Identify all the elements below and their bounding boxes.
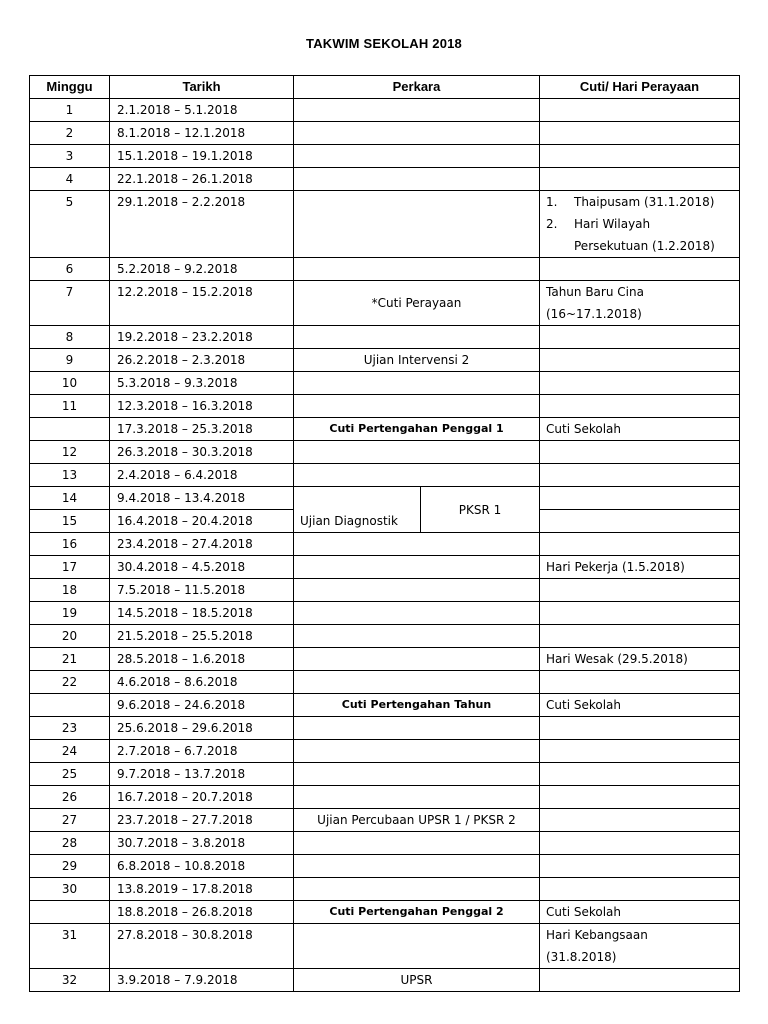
date-cell: 30.4.2018 – 4.5.2018 — [110, 556, 294, 579]
week-cell: 5 — [30, 191, 110, 258]
date-cell: 28.5.2018 – 1.6.2018 — [110, 648, 294, 671]
cuti-list-item — [546, 235, 739, 257]
cuti-cell — [540, 969, 740, 992]
week-cell: 10 — [30, 372, 110, 395]
week-cell — [30, 418, 110, 441]
table-row — [30, 168, 740, 191]
perkara-cell — [294, 878, 540, 901]
table-row — [30, 901, 740, 924]
cuti-cell — [540, 395, 740, 418]
perkara-cell — [294, 625, 540, 648]
week-cell: 27 — [30, 809, 110, 832]
date-cell: 13.8.2019 – 17.8.2018 — [110, 878, 294, 901]
week-cell: 31 — [30, 924, 110, 969]
date-cell: 15.1.2018 – 19.1.2018 — [110, 145, 294, 168]
cuti-cell — [540, 191, 740, 258]
table-row — [30, 924, 740, 969]
list-text: Hari Wilayah — [574, 217, 651, 231]
date-cell: 9.4.2018 – 13.4.2018 — [110, 487, 294, 510]
date-cell: 27.8.2018 – 30.8.2018 — [110, 924, 294, 969]
cuti-list-item — [546, 213, 739, 235]
date-cell: 22.1.2018 – 26.1.2018 — [110, 168, 294, 191]
week-cell: 12 — [30, 441, 110, 464]
perkara-cell — [294, 122, 540, 145]
cuti-cell — [540, 326, 740, 349]
document-title: TAKWIM SEKOLAH 2018 — [306, 36, 462, 51]
table-row — [30, 809, 740, 832]
cuti-cell — [540, 763, 740, 786]
perkara-cell — [294, 441, 540, 464]
week-cell: 2 — [30, 122, 110, 145]
table-row — [30, 602, 740, 625]
cuti-cell — [540, 349, 740, 372]
week-cell: 15 — [30, 510, 110, 533]
date-cell: 16.4.2018 – 20.4.2018 — [110, 510, 294, 533]
header-minggu: Minggu — [30, 76, 110, 99]
date-cell: 5.3.2018 – 9.3.2018 — [110, 372, 294, 395]
cuti-line: (16~17.1.2018) — [546, 307, 642, 321]
date-cell: 14.5.2018 – 18.5.2018 — [110, 602, 294, 625]
table-row — [30, 349, 740, 372]
week-cell: 23 — [30, 717, 110, 740]
week-cell: 28 — [30, 832, 110, 855]
week-cell: 4 — [30, 168, 110, 191]
perkara-cell: Cuti Pertengahan Penggal 1 — [294, 418, 540, 441]
week-cell: 25 — [30, 763, 110, 786]
cuti-line: Hari Kebangsaan — [546, 928, 648, 942]
cuti-cell — [540, 372, 740, 395]
perkara-cell — [294, 464, 540, 487]
list-text: Persekutuan (1.2.2018) — [574, 239, 715, 253]
table-row — [30, 464, 740, 487]
table-row — [30, 786, 740, 809]
date-cell: 5.2.2018 – 9.2.2018 — [110, 258, 294, 281]
perkara-cell: *Cuti Perayaan — [294, 281, 540, 326]
date-cell: 6.8.2018 – 10.8.2018 — [110, 855, 294, 878]
perkara-cell — [294, 533, 540, 556]
table-row — [30, 122, 740, 145]
perkara-cell — [294, 372, 540, 395]
perkara-cell — [294, 395, 540, 418]
date-cell: 9.7.2018 – 13.7.2018 — [110, 763, 294, 786]
cuti-cell — [540, 717, 740, 740]
cuti-cell — [540, 99, 740, 122]
week-cell — [30, 901, 110, 924]
date-cell: 17.3.2018 – 25.3.2018 — [110, 418, 294, 441]
week-cell: 29 — [30, 855, 110, 878]
table-row — [30, 395, 740, 418]
table-row — [30, 740, 740, 763]
week-cell: 16 — [30, 533, 110, 556]
perkara-cell — [294, 602, 540, 625]
table-row — [30, 145, 740, 168]
date-cell: 30.7.2018 – 3.8.2018 — [110, 832, 294, 855]
perkara-cell — [294, 99, 540, 122]
cuti-cell — [540, 602, 740, 625]
week-cell: 11 — [30, 395, 110, 418]
table-row — [30, 372, 740, 395]
week-cell — [30, 694, 110, 717]
table-row — [30, 671, 740, 694]
table-row — [30, 281, 740, 326]
list-text: Thaipusam (31.1.2018) — [574, 195, 715, 209]
cuti-cell — [540, 533, 740, 556]
date-cell: 12.3.2018 – 16.3.2018 — [110, 395, 294, 418]
table-row — [30, 418, 740, 441]
date-cell: 23.7.2018 – 27.7.2018 — [110, 809, 294, 832]
perkara-cell — [294, 924, 540, 969]
perkara-cell: UPSR — [294, 969, 540, 992]
table-row — [30, 191, 740, 258]
date-cell: 18.8.2018 – 26.8.2018 — [110, 901, 294, 924]
date-cell: 4.6.2018 – 8.6.2018 — [110, 671, 294, 694]
table-row — [30, 99, 740, 122]
week-cell: 6 — [30, 258, 110, 281]
table-row — [30, 258, 740, 281]
week-cell: 13 — [30, 464, 110, 487]
week-cell: 24 — [30, 740, 110, 763]
cuti-cell — [540, 145, 740, 168]
table-row — [30, 648, 740, 671]
table-row — [30, 441, 740, 464]
header-tarikh: Tarikh — [110, 76, 294, 99]
date-cell: 8.1.2018 – 12.1.2018 — [110, 122, 294, 145]
cuti-cell — [540, 122, 740, 145]
date-cell: 7.5.2018 – 11.5.2018 — [110, 579, 294, 602]
cuti-cell — [540, 487, 740, 510]
perkara-cell — [294, 326, 540, 349]
perkara-cell: Ujian Intervensi 2 — [294, 349, 540, 372]
table-row — [30, 878, 740, 901]
cuti-cell — [540, 441, 740, 464]
perkara-cell-pksr1: PKSR 1 — [421, 487, 540, 533]
week-cell: 9 — [30, 349, 110, 372]
list-number: 1. — [546, 195, 558, 209]
week-cell: 21 — [30, 648, 110, 671]
perkara-cell — [294, 168, 540, 191]
week-cell: 3 — [30, 145, 110, 168]
cuti-cell — [540, 809, 740, 832]
table-row — [30, 326, 740, 349]
perkara-cell — [294, 740, 540, 763]
cuti-cell — [540, 464, 740, 487]
cuti-cell — [540, 168, 740, 191]
date-cell: 2.4.2018 – 6.4.2018 — [110, 464, 294, 487]
perkara-cell — [294, 717, 540, 740]
date-cell: 21.5.2018 – 25.5.2018 — [110, 625, 294, 648]
perkara-cell — [294, 648, 540, 671]
table-row — [30, 832, 740, 855]
perkara-cell: Cuti Pertengahan Tahun — [294, 694, 540, 717]
date-cell: 16.7.2018 – 20.7.2018 — [110, 786, 294, 809]
table-row — [30, 579, 740, 602]
cuti-cell — [540, 281, 740, 326]
cuti-cell — [540, 258, 740, 281]
week-cell: 14 — [30, 487, 110, 510]
cuti-cell — [540, 855, 740, 878]
cuti-cell: Hari Pekerja (1.5.2018) — [540, 556, 740, 579]
table-row — [30, 625, 740, 648]
cuti-cell — [540, 832, 740, 855]
table-row — [30, 763, 740, 786]
week-cell: 32 — [30, 969, 110, 992]
week-cell: 17 — [30, 556, 110, 579]
perkara-cell — [294, 579, 540, 602]
week-cell: 30 — [30, 878, 110, 901]
cuti-list-item — [546, 191, 739, 213]
cuti-cell — [540, 671, 740, 694]
date-cell: 19.2.2018 – 23.2.2018 — [110, 326, 294, 349]
perkara-cell: Cuti Pertengahan Penggal 2 — [294, 901, 540, 924]
perkara-cell-diagnostik: Ujian Diagnostik — [294, 487, 421, 533]
date-cell: 9.6.2018 – 24.6.2018 — [110, 694, 294, 717]
perkara-cell — [294, 556, 540, 579]
table-row — [30, 556, 740, 579]
perkara-cell — [294, 258, 540, 281]
cuti-line: Tahun Baru Cina — [546, 285, 644, 299]
list-number: 2. — [546, 217, 558, 231]
cuti-cell: Cuti Sekolah — [540, 901, 740, 924]
perkara-cell — [294, 855, 540, 878]
perkara-cell — [294, 786, 540, 809]
week-cell: 18 — [30, 579, 110, 602]
cuti-cell: Hari Wesak (29.5.2018) — [540, 648, 740, 671]
table-row — [30, 533, 740, 556]
cuti-cell — [540, 924, 740, 969]
week-cell: 20 — [30, 625, 110, 648]
table-row — [30, 969, 740, 992]
cuti-cell — [540, 510, 740, 533]
cuti-line: (31.8.2018) — [546, 950, 617, 964]
date-cell: 26.3.2018 – 30.3.2018 — [110, 441, 294, 464]
perkara-cell — [294, 191, 540, 258]
week-cell: 22 — [30, 671, 110, 694]
week-cell: 1 — [30, 99, 110, 122]
header-perkara: Perkara — [294, 76, 540, 99]
date-cell: 3.9.2018 – 7.9.2018 — [110, 969, 294, 992]
cuti-cell — [540, 786, 740, 809]
calendar-body — [30, 99, 740, 992]
cuti-cell: Cuti Sekolah — [540, 694, 740, 717]
date-cell: 2.1.2018 – 5.1.2018 — [110, 99, 294, 122]
cuti-cell — [540, 625, 740, 648]
date-cell: 2.7.2018 – 6.7.2018 — [110, 740, 294, 763]
cuti-cell — [540, 740, 740, 763]
date-cell: 12.2.2018 – 15.2.2018 — [110, 281, 294, 326]
perkara-cell — [294, 671, 540, 694]
date-cell: 26.2.2018 – 2.3.2018 — [110, 349, 294, 372]
perkara-cell — [294, 145, 540, 168]
calendar-table — [29, 75, 740, 992]
header-row — [30, 76, 740, 99]
perkara-cell — [294, 763, 540, 786]
date-cell: 25.6.2018 – 29.6.2018 — [110, 717, 294, 740]
table-row — [30, 694, 740, 717]
table-row — [30, 855, 740, 878]
perkara-cell — [294, 832, 540, 855]
cuti-cell: Cuti Sekolah — [540, 418, 740, 441]
table-row — [30, 717, 740, 740]
date-cell: 29.1.2018 – 2.2.2018 — [110, 191, 294, 258]
week-cell: 26 — [30, 786, 110, 809]
header-cuti: Cuti/ Hari Perayaan — [540, 76, 740, 99]
week-cell: 19 — [30, 602, 110, 625]
perkara-cell: Ujian Percubaan UPSR 1 / PKSR 2 — [294, 809, 540, 832]
week-cell: 8 — [30, 326, 110, 349]
cuti-cell — [540, 579, 740, 602]
table-row — [30, 487, 740, 510]
cuti-cell — [540, 878, 740, 901]
date-cell: 23.4.2018 – 27.4.2018 — [110, 533, 294, 556]
week-cell: 7 — [30, 281, 110, 326]
